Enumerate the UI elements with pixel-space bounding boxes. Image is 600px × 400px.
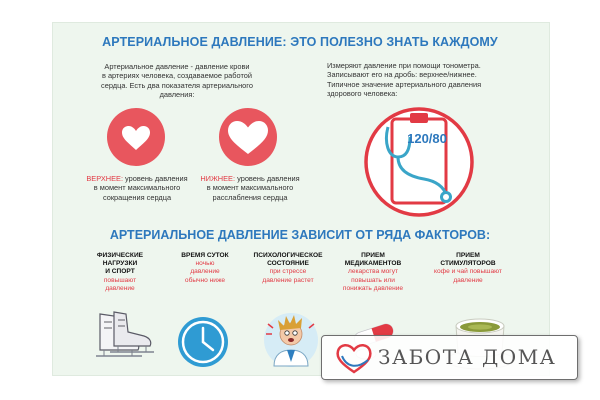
- factor-medication: ПРИЕМ МЕДИКАМЕНТОВ лекарства могут повышать или понижать давление: [342, 252, 404, 292]
- factors-title: АРТЕРИАЛЬНОЕ ДАВЛЕНИЕ ЗАВИСИТ ОТ РЯДА ФАКТОРОВ:: [109, 228, 491, 242]
- skates-icon: [92, 310, 156, 366]
- factor-stimulants: ПРИЕМ СТИМУЛЯТОРОВ кофе и чай повышают давление: [434, 252, 502, 284]
- factor-psychology: ПСИХОЛОГИЧЕСКОЕ СОСТОЯНИЕ при стрессе давление растет: [253, 252, 323, 284]
- tonometer-text: Измеряют давление при помощи тонометра. Записывают его на дробь: верхнее/нижнее. Типичное значение артериального давления здорового человека:: [327, 61, 482, 99]
- heart-icon: [106, 107, 166, 167]
- heart-icon: [218, 107, 278, 167]
- brand-logo-text: ЗАБОТА ДОМА: [378, 345, 557, 369]
- factor-time: ВРЕМЯ СУТОК ночью давление обычно ниже: [181, 252, 229, 284]
- brand-logo[interactable]: [321, 335, 578, 380]
- upper-pressure-text: ВЕРХНЕЕ: уровень давления в момент максимального сокращения сердца: [86, 174, 188, 202]
- factor-sport: ФИЗИЧЕСКИЕ НАГРУЗКИ И СПОРТ повышают давление: [96, 252, 144, 292]
- heart-logo-icon: [334, 342, 374, 374]
- main-title: АРТЕРИАЛЬНОЕ ДАВЛЕНИЕ: ЭТО ПОЛЕЗНО ЗНАТЬ КАЖДОМУ: [102, 35, 498, 49]
- pressure-reading: 120/80: [407, 131, 447, 146]
- lower-pressure-text: НИЖНЕЕ: уровень давления в момент максимального расслабления сердца: [200, 174, 300, 202]
- clipboard-stethoscope-icon: [364, 107, 474, 217]
- stressed-person-icon: [260, 310, 322, 368]
- intro-text: Артериальное давление - давление крови в артериях человека, создаваемое работой сердца. Есть два показателя артериального давления:: [101, 62, 253, 100]
- clock-icon: [177, 316, 229, 368]
